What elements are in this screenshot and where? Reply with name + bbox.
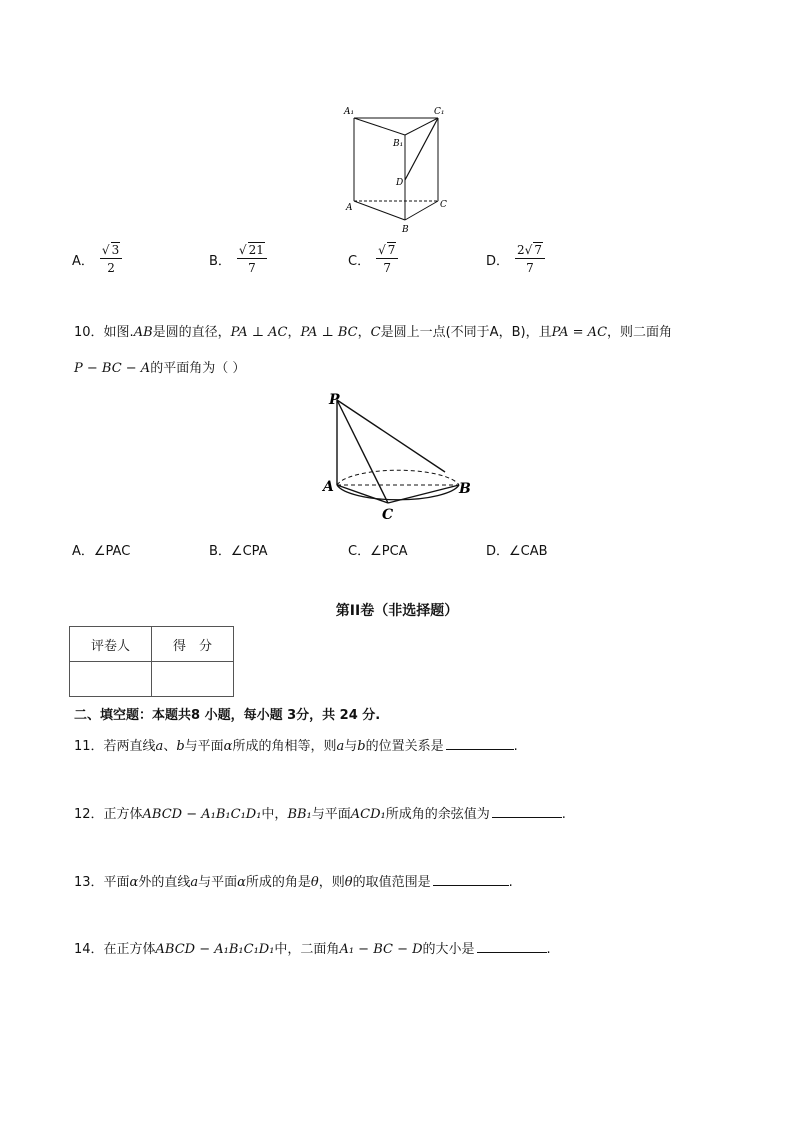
grader-cell[interactable]	[70, 662, 152, 697]
label-d: D	[396, 178, 404, 188]
q10-option-d[interactable]: D．∠CAB	[486, 544, 548, 559]
q13: 13．平面α外的直线a与平面α所成的角是θ，则θ的取值范围是 .	[74, 875, 513, 890]
q9-option-d[interactable]: D． $\frac{2√ 7}{7}$	[486, 244, 545, 274]
prism-figure	[340, 100, 460, 235]
edge-a-b	[354, 201, 405, 220]
segment-c1-d	[405, 118, 438, 180]
label-p: P	[329, 392, 340, 408]
edge-a1-b1	[354, 118, 405, 135]
ellipse-front	[337, 485, 459, 500]
q14: 14．在正方体ABCD − A₁B₁C₁D₁中，二面角A₁ − BC − D的大小是 .	[74, 942, 551, 957]
q9-option-a[interactable]: A． $\frac{√ 3}{2}$	[72, 244, 122, 274]
q11: 11．若两直线a、b与平面α所成的角相等，则a与b的位置关系是 .	[74, 739, 518, 754]
answer-blank[interactable]	[446, 737, 514, 750]
q12: 12．正方体ABCD − A₁B₁C₁D₁中，BB₁与平面ACD₁所成角的余弦值为 .	[74, 807, 566, 822]
fraction: $\frac{√ 21}{7}$	[237, 244, 267, 274]
label-c1: C₁	[434, 107, 445, 117]
fraction: $\frac{√ 3}{2}$	[100, 244, 122, 274]
label-a: A	[346, 203, 353, 213]
label-a: A	[323, 479, 334, 495]
label-b: B	[402, 225, 409, 235]
label-a1: A₁	[344, 107, 355, 117]
q10-option-c[interactable]: C．∠PCA	[348, 544, 408, 559]
answer-blank[interactable]	[492, 805, 562, 818]
part2-title: 第II卷（非选择题）	[335, 603, 459, 619]
label-c: C	[382, 507, 394, 523]
q10-option-b[interactable]: B．∠CPA	[209, 544, 268, 559]
score-table	[69, 626, 234, 697]
edge-pb	[337, 400, 445, 472]
section2-heading: 二、填空题：本题共8 小题，每小题 3分，共 24 分.	[74, 708, 381, 723]
label-b: B	[459, 481, 471, 497]
q9-option-b[interactable]: B． $\frac{√ 21}{7}$	[209, 244, 267, 274]
fraction: $\frac{√ 7}{7}$	[376, 244, 398, 274]
fraction: $\frac{2√ 7}{7}$	[515, 244, 545, 274]
score-header: 得 分	[152, 627, 234, 662]
label-c: C	[440, 200, 447, 210]
edge-cb	[388, 485, 459, 503]
circle-pyramid-figure	[320, 390, 480, 525]
q10-line1: 10．如图.AB是圆的直径，PA ⊥ AC，PA ⊥ BC，C是圆上一点(不同于A，B)，且PA = AC，则二面角	[74, 325, 673, 340]
q10-line2: P − BC − A的平面角为（ ）	[74, 361, 246, 376]
q10-option-a[interactable]: A．∠PAC	[72, 544, 131, 559]
score-cell[interactable]	[152, 662, 234, 697]
ellipse-back-hidden	[337, 470, 459, 485]
answer-blank[interactable]	[477, 940, 547, 953]
edge-b-c	[405, 201, 438, 220]
answer-blank[interactable]	[433, 873, 509, 886]
q9-option-c[interactable]: C． $\frac{√ 7}{7}$	[348, 244, 398, 274]
label-b1: B₁	[393, 139, 404, 149]
grader-header: 评卷人	[70, 627, 152, 662]
